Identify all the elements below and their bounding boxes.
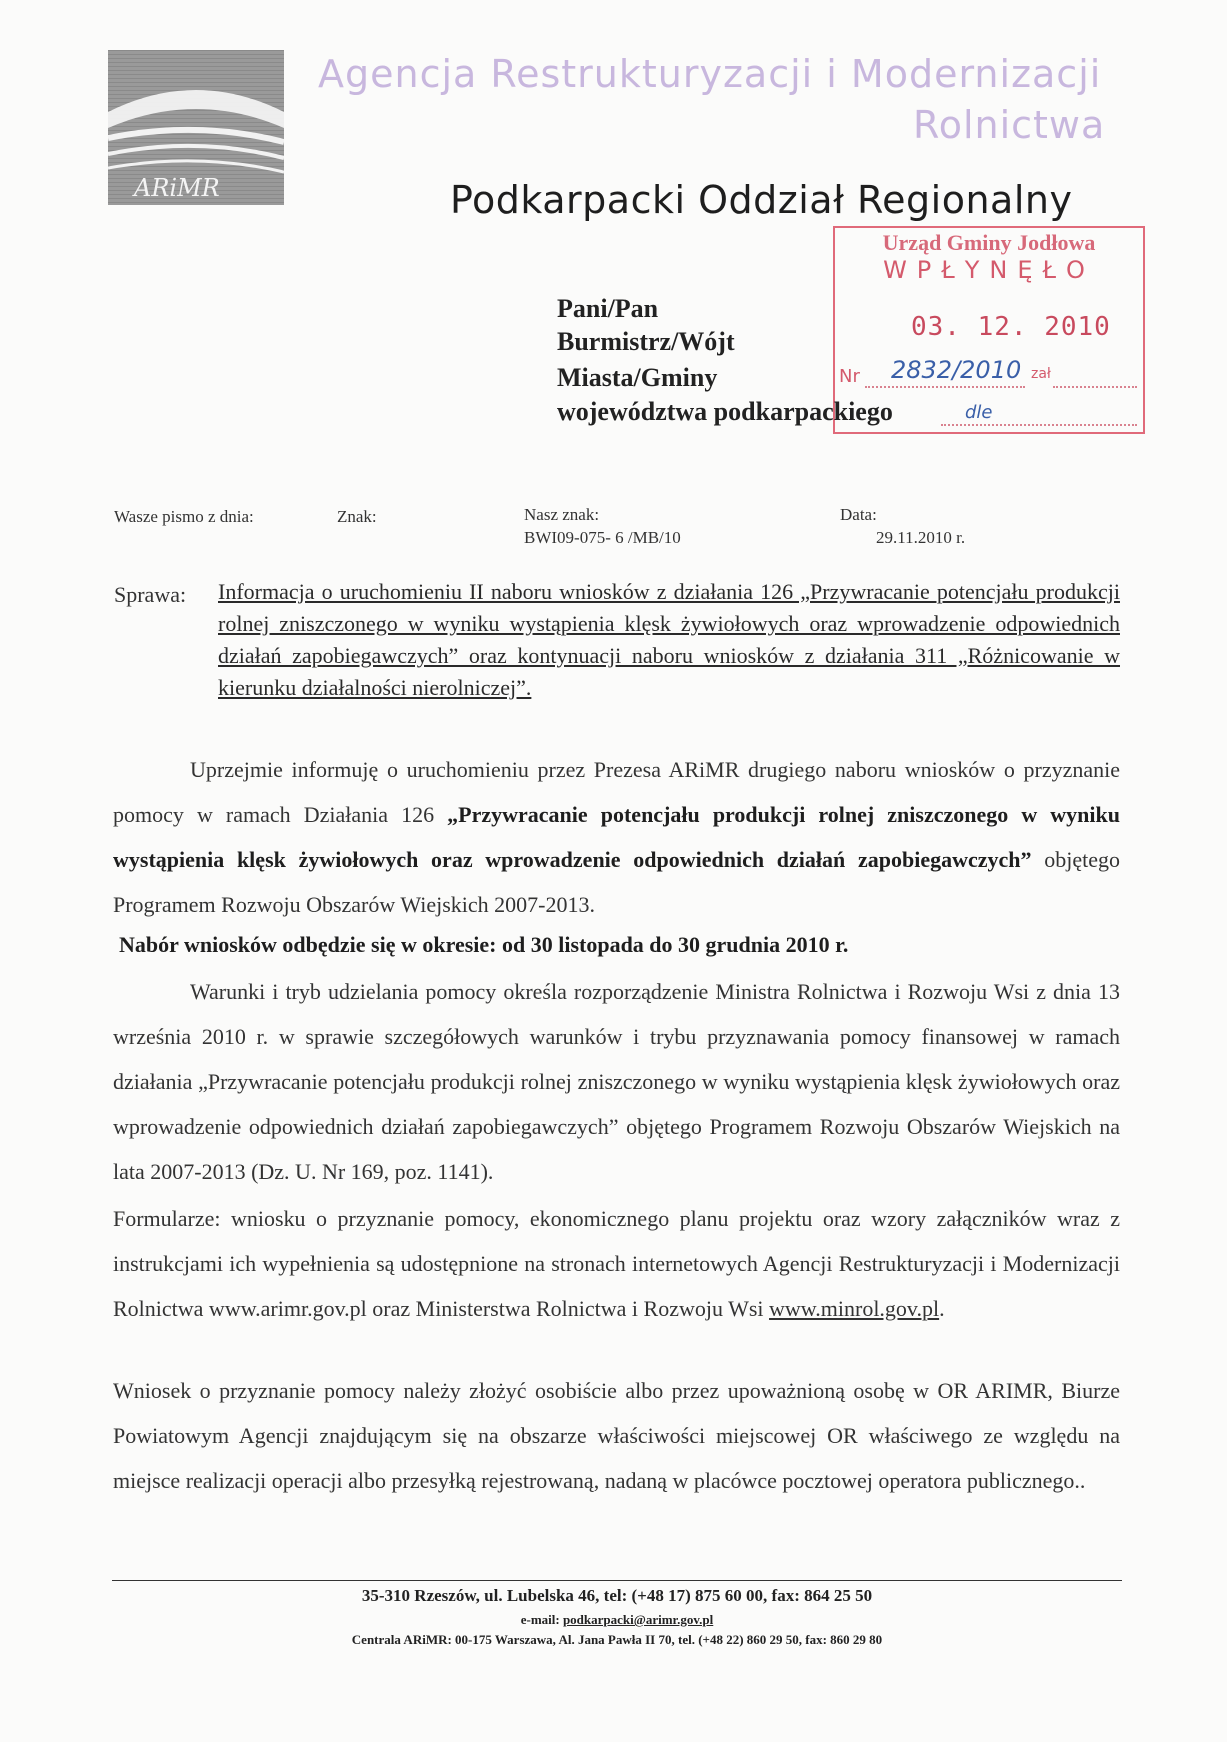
stamp-nr-label: Nr [839, 366, 860, 387]
footer-address: 35-310 Rzeszów, ul. Lubelska 46, tel: (+48 17) 875 60 00, fax: 864 25 50 [361, 1586, 873, 1605]
stamp-dotline [865, 386, 1025, 388]
stamp-dotline [1053, 386, 1137, 388]
body-bold-text: „Przywracanie potencjału produkcji rolnej zniszczonego w wyniku wystąpienia klęsk żywiołowych oraz wprowadzenie odpowiednich działań zapobiegawczych” [113, 802, 1120, 872]
agency-name-line2: Rolnictwa [913, 103, 1106, 147]
addressee-line: Burmistrz/Wójt [557, 327, 735, 356]
stamp-signature: dle [965, 402, 993, 423]
body-paragraph-1 [113, 747, 1120, 927]
sign-label: Znak: [337, 507, 377, 526]
regional-office-title: Podkarpacki Oddział Regionalny [450, 178, 1073, 222]
footer-email-label: e-mail: [520, 1612, 563, 1627]
stamp-zal-label: zał [1031, 366, 1051, 382]
stamp-received-label: WPŁYNĘŁO [883, 256, 1095, 284]
arimr-logo [108, 50, 284, 205]
body-text: Uprzejmie informuję o uruchomieniu przez Prezesa ARiMR drugiego naboru wniosków o przyznanie pomocy w ramach Działania 126 [113, 757, 1120, 827]
footer-divider [112, 1580, 1122, 1581]
body-paragraph-4 [113, 1196, 1120, 1331]
agency-name-line1: Agencja Restrukturyzacji i Modernizacji [318, 52, 1102, 96]
stamp-dotline [941, 424, 1137, 426]
our-sign-value: BWI09-075- 6 /MB/10 [524, 528, 681, 547]
your-letter-label: Wasze pismo z dnia: [114, 507, 254, 526]
date-value: 29.11.2010 r. [876, 528, 966, 547]
our-sign-label: Nasz znak: [524, 505, 600, 524]
addressee-line: Miasta/Gminy [557, 363, 718, 392]
body-paragraph-5: Wniosek o przyznanie pomocy należy złożyć osobiście albo przez upoważnioną osobę w OR ARIMR, Biurze Powiatowym Agencji znajdującym się na obszarze właściwości miejscowej OR właściwego ze względu na miejsce realizacji operacji albo przesyłką rejestrowaną, nadaną w placówce pocztowej operatora publicznego.. [113, 1378, 1120, 1493]
footer-headquarters: Centrala ARiMR: 00-175 Warszawa, Al. Jana Pawła II 70, tel. (+48 22) 860 29 50, fax: 860 29 80 [351, 1632, 883, 1647]
stamp-office-name: Urząd Gminy Jodłowa [882, 230, 1096, 255]
addressee-line: województwa podkarpackiego [557, 397, 893, 426]
body-paragraph-2: Nabór wniosków odbędzie się w okresie: od 30 listopada do 30 grudnia 2010 r. [119, 932, 849, 957]
stamp-nr-value: 2832/2010 [891, 356, 1022, 384]
date-label: Data: [840, 505, 877, 524]
body-text: objętego Programem Rozwoju Obszarów Wiejskich 2007-2013. [113, 847, 1120, 917]
body-text: . [939, 1296, 945, 1321]
stamp-date: 03. 12. 2010 [911, 312, 1111, 342]
footer-email-line [112, 1612, 1122, 1628]
addressee-line: Pani/Pan [557, 294, 659, 323]
subject-label: Sprawa: [114, 582, 187, 607]
body-text: Formularze: wniosku o przyznanie pomocy, ekonomicznego planu projektu oraz wzory załączników wraz z instrukcjami ich wypełnienia są udostępnione na stronach internetowych Agencji Restrukturyzacji i Modernizacji Rolnictwa www.arimr.gov.pl oraz Ministerstwa Rolnictwa i Rozwoju Wsi [113, 1206, 1120, 1321]
body-paragraph-3: Warunki i tryb udzielania pomocy określa rozporządzenie Ministra Rolnictwa i Rozwoju Wsi z dnia 13 września 2010 r. w sprawie szczegółowych warunków i trybu przyznawania pomocy finansowej w ramach działania „Przywracanie potencjału produkcji rolnej zniszczonego w wyniku wystąpienia klęsk żywiołowych oraz wprowadzenie odpowiednich działań zapobiegawczych” objętego Programem Rozwoju Obszarów Wiejskich na lata 2007-2013 (Dz. U. Nr 169, poz. 1141). [113, 979, 1120, 1184]
subject-text: Informacja o uruchomieniu II naboru wniosków z działania 126 „Przywracanie potencjału produkcji rolnej zniszczonego w wyniku wystąpienia klęsk żywiołowych oraz wprowadzenie odpowiednich działań zapobiegawczych” oraz kontynuacji naboru wniosków z działania 311 „Różnicowanie w kierunku działalności nierolniczej”. [218, 579, 1120, 700]
logo-text: ARiMR [134, 174, 220, 202]
minrol-link[interactable]: www.minrol.gov.pl [769, 1296, 940, 1321]
footer-email-link[interactable]: podkarpacki@arimr.gov.pl [562, 1612, 714, 1627]
